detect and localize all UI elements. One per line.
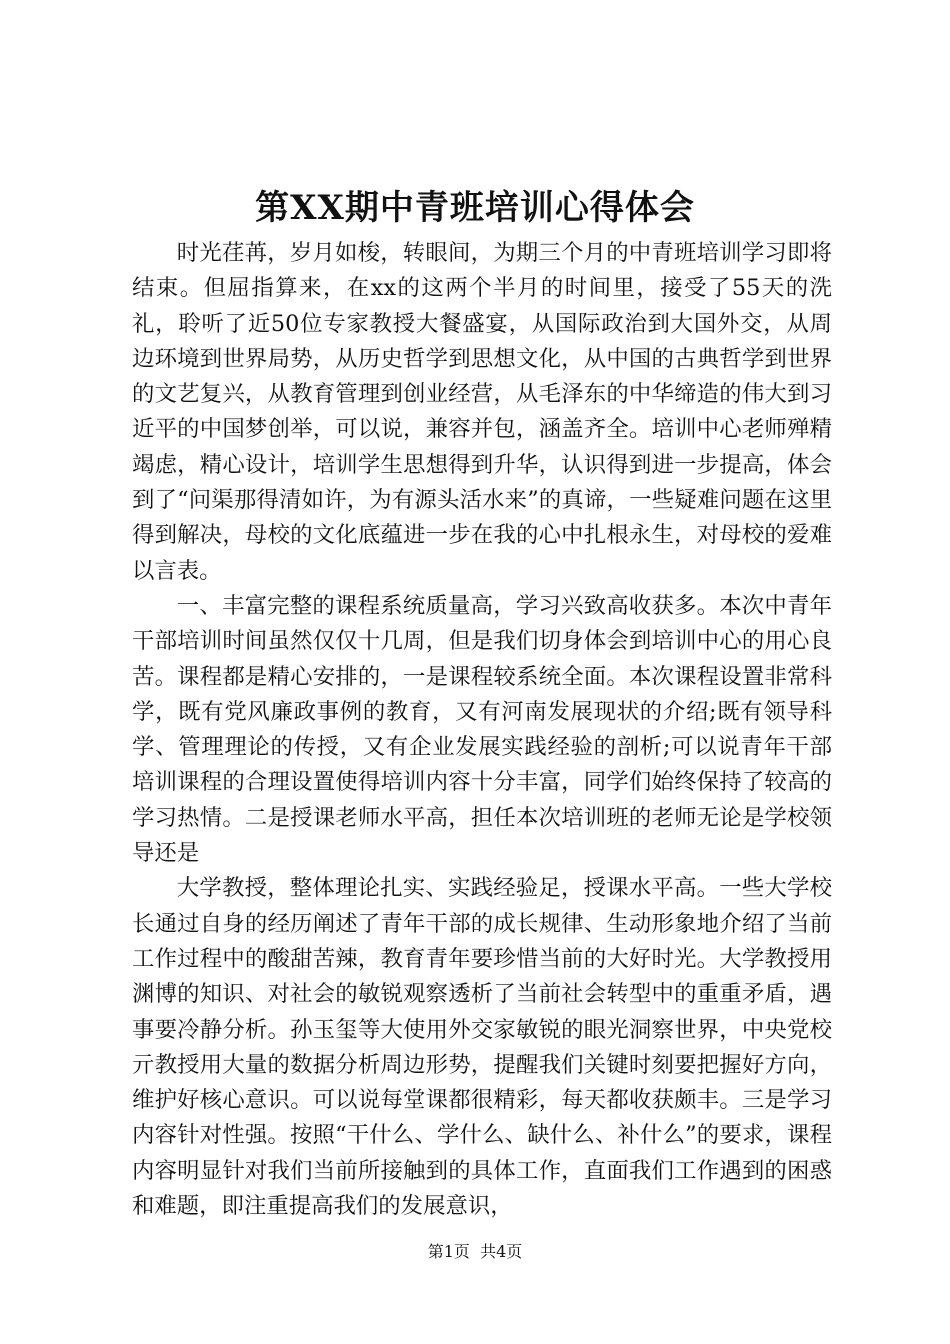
page-total: 共4页 — [480, 1242, 523, 1261]
document-body — [132, 236, 832, 1224]
page-footer — [0, 1240, 950, 1264]
page-number: 第1页 — [427, 1242, 470, 1261]
document-title: 第XX期中青班培训心得体会 — [255, 188, 695, 228]
paragraph-intro: 时光荏苒，岁月如梭，转眼间，为期三个月的中青班培训学习即将结束。但屈指算来，在xx的这两个半月的时间里，接受了55天的洗礼，聆听了近50位专家教授大餐盛宴，从国际政治到大国外交，从周边环境到世界局势，从历史哲学到思想文化，从中国的古典哲学到世界的文艺复兴，从教育管理到创业经营，从毛泽东的中华缔造的伟大到习近平的中国梦创举，可以说，兼容并包，涵盖齐全。培训中心老师殚精竭虑，精心设计，培训学生思想得到升华，认识得到进一步提高，体会到了“问渠那得清如许，为有源头活水来”的真谛，一些疑难问题在这里得到解决，母校的文化底蕴进一步在我的心中扎根永生，对母校的爱难以言表。 — [132, 240, 832, 584]
paragraph-continuation: 大学教授，整体理论扎实、实践经验足，授课水平高。一些大学校长通过自身的经历阐述了青年干部的成长规律、生动形象地介绍了当前工作过程中的酸甜苦辣，教育青年要珍惜当前的大好时光。大学教授用渊博的知识、对社会的敏锐观察透析了当前社会转型中的重重矛盾，遇事要冷静分析。孙玉玺等大使用外交家敏锐的眼光洞察世界，中央党校亓教授用大量的数据分析周边形势，提醒我们关键时刻要把握好方向，维护好核心意识。可以说每堂课都很精彩，每天都收获颇丰。三是学习内容针对性强。按照“干什么、学什么、缺什么、补什么”的要求，课程内容明显针对我们当前所接触到的具体工作，直面我们工作遇到的困惑和难题，即注重提高我们的发展意识， — [132, 875, 832, 1220]
paragraph-section-one: 一、丰富完整的课程系统质量高，学习兴致高收获多。本次中青年干部培训时间虽然仅仅十几周，但是我们切身体会到培训中心的用心良苦。课程都是精心安排的，一是课程较系统全面。本次课程设置非常科学，既有党风廉政事例的教育，又有河南发展现状的介绍;既有领导科学、管理理论的传授，又有企业发展实践经验的剖析;可以说青年干部培训课程的合理设置使得培训内容十分丰富，同学们始终保持了较高的学习热情。二是授课老师水平高，担任本次培训班的老师无论是学校领导还是 — [132, 592, 832, 867]
footer-spacer — [470, 1242, 480, 1261]
